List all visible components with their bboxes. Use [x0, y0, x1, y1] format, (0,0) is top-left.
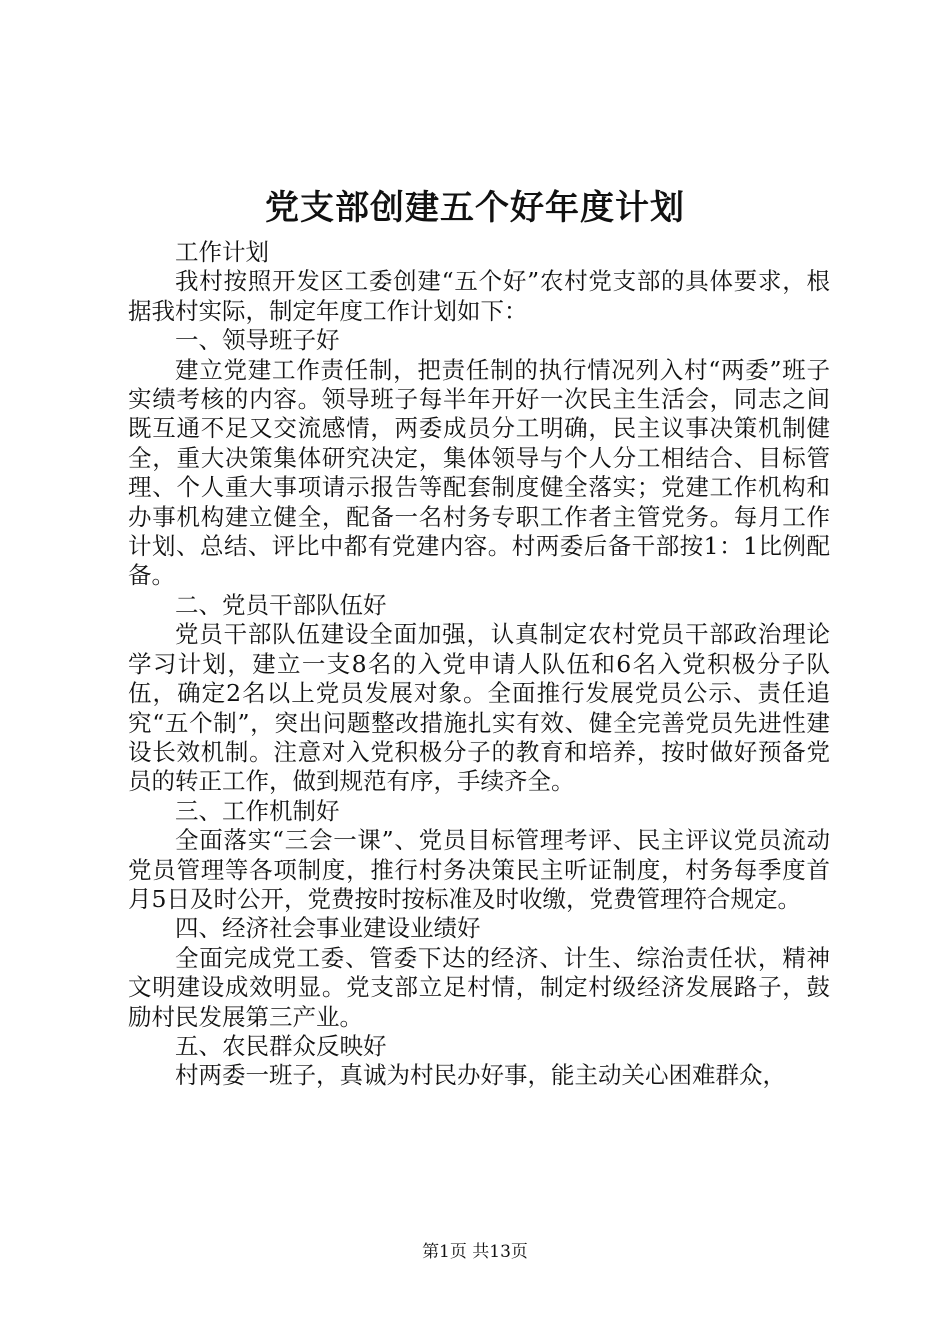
paragraph-intro: 我村按照开发区工委创建“五个好”农村党支部的具体要求，根据我村实际，制定年度工作计划如下：	[128, 267, 830, 325]
section-heading-3: 三、工作机制好	[175, 796, 340, 825]
section-heading-2: 二、党员干部队伍好	[175, 590, 387, 619]
section-heading-5: 五、农民群众反映好	[175, 1031, 387, 1060]
section-body-3: 全面落实“三会一课”、党员目标管理考评、民主评议党员流动党员管理等各项制度，推行村务决策民主听证制度，村务每季度首月5日及时公开，党费按时按标准及时收缴，党费管理符合规定。	[128, 826, 830, 913]
section-heading-1: 一、领导班子好	[175, 326, 340, 355]
section-heading-4: 四、经济社会事业建设业绩好	[175, 914, 481, 943]
paragraph-intro-label: 工作计划	[175, 238, 269, 266]
section-body-1: 建立党建工作责任制，把责任制的执行情况列入村“两委”班子实绩考核的内容。领导班子每半年开好一次民主生活会，同志之间既互通不足又交流感情，两委成员分工明确，民主议事决策机制健全，重大决策集体研究决定，集体领导与个人分工相结合、目标管理、个人重大事项请示报告等配套制度健全落实；党建工作机构和办事机构建立健全，配备一名村务专职工作者主管党务。每月工作计划、总结、评比中都有党建内容。村两委后备干部按1：1比例配备。	[128, 355, 830, 590]
section-body-4: 全面完成党工委、管委下达的经济、计生、综治责任状，精神文明建设成效明显。党支部立足村情，制定村级经济发展路子，鼓励村民发展第三产业。	[128, 943, 830, 1031]
page-footer: 第1页 共13页	[422, 1242, 528, 1262]
section-body-2: 党员干部队伍建设全面加强，认真制定农村党员干部政治理论学习计划，建立一支8名的入党申请人队伍和6名入党积极分子队伍，确定2名以上党员发展对象。全面推行发展党员公示、责任追究“五个制”，突出问题整改措施扎实有效、健全完善党员先进性建设长效机制。注意对入党积极分子的教育和培养，按时做好预备党员的转正工作，做到规范有序，手续齐全。	[128, 620, 830, 796]
document-body	[128, 238, 830, 1091]
section-body-5: 村两委一班子，真诚为村民办好事，能主动关心困难群众，	[175, 1061, 786, 1090]
document-title: 党支部创建五个好年度计划	[265, 188, 685, 228]
